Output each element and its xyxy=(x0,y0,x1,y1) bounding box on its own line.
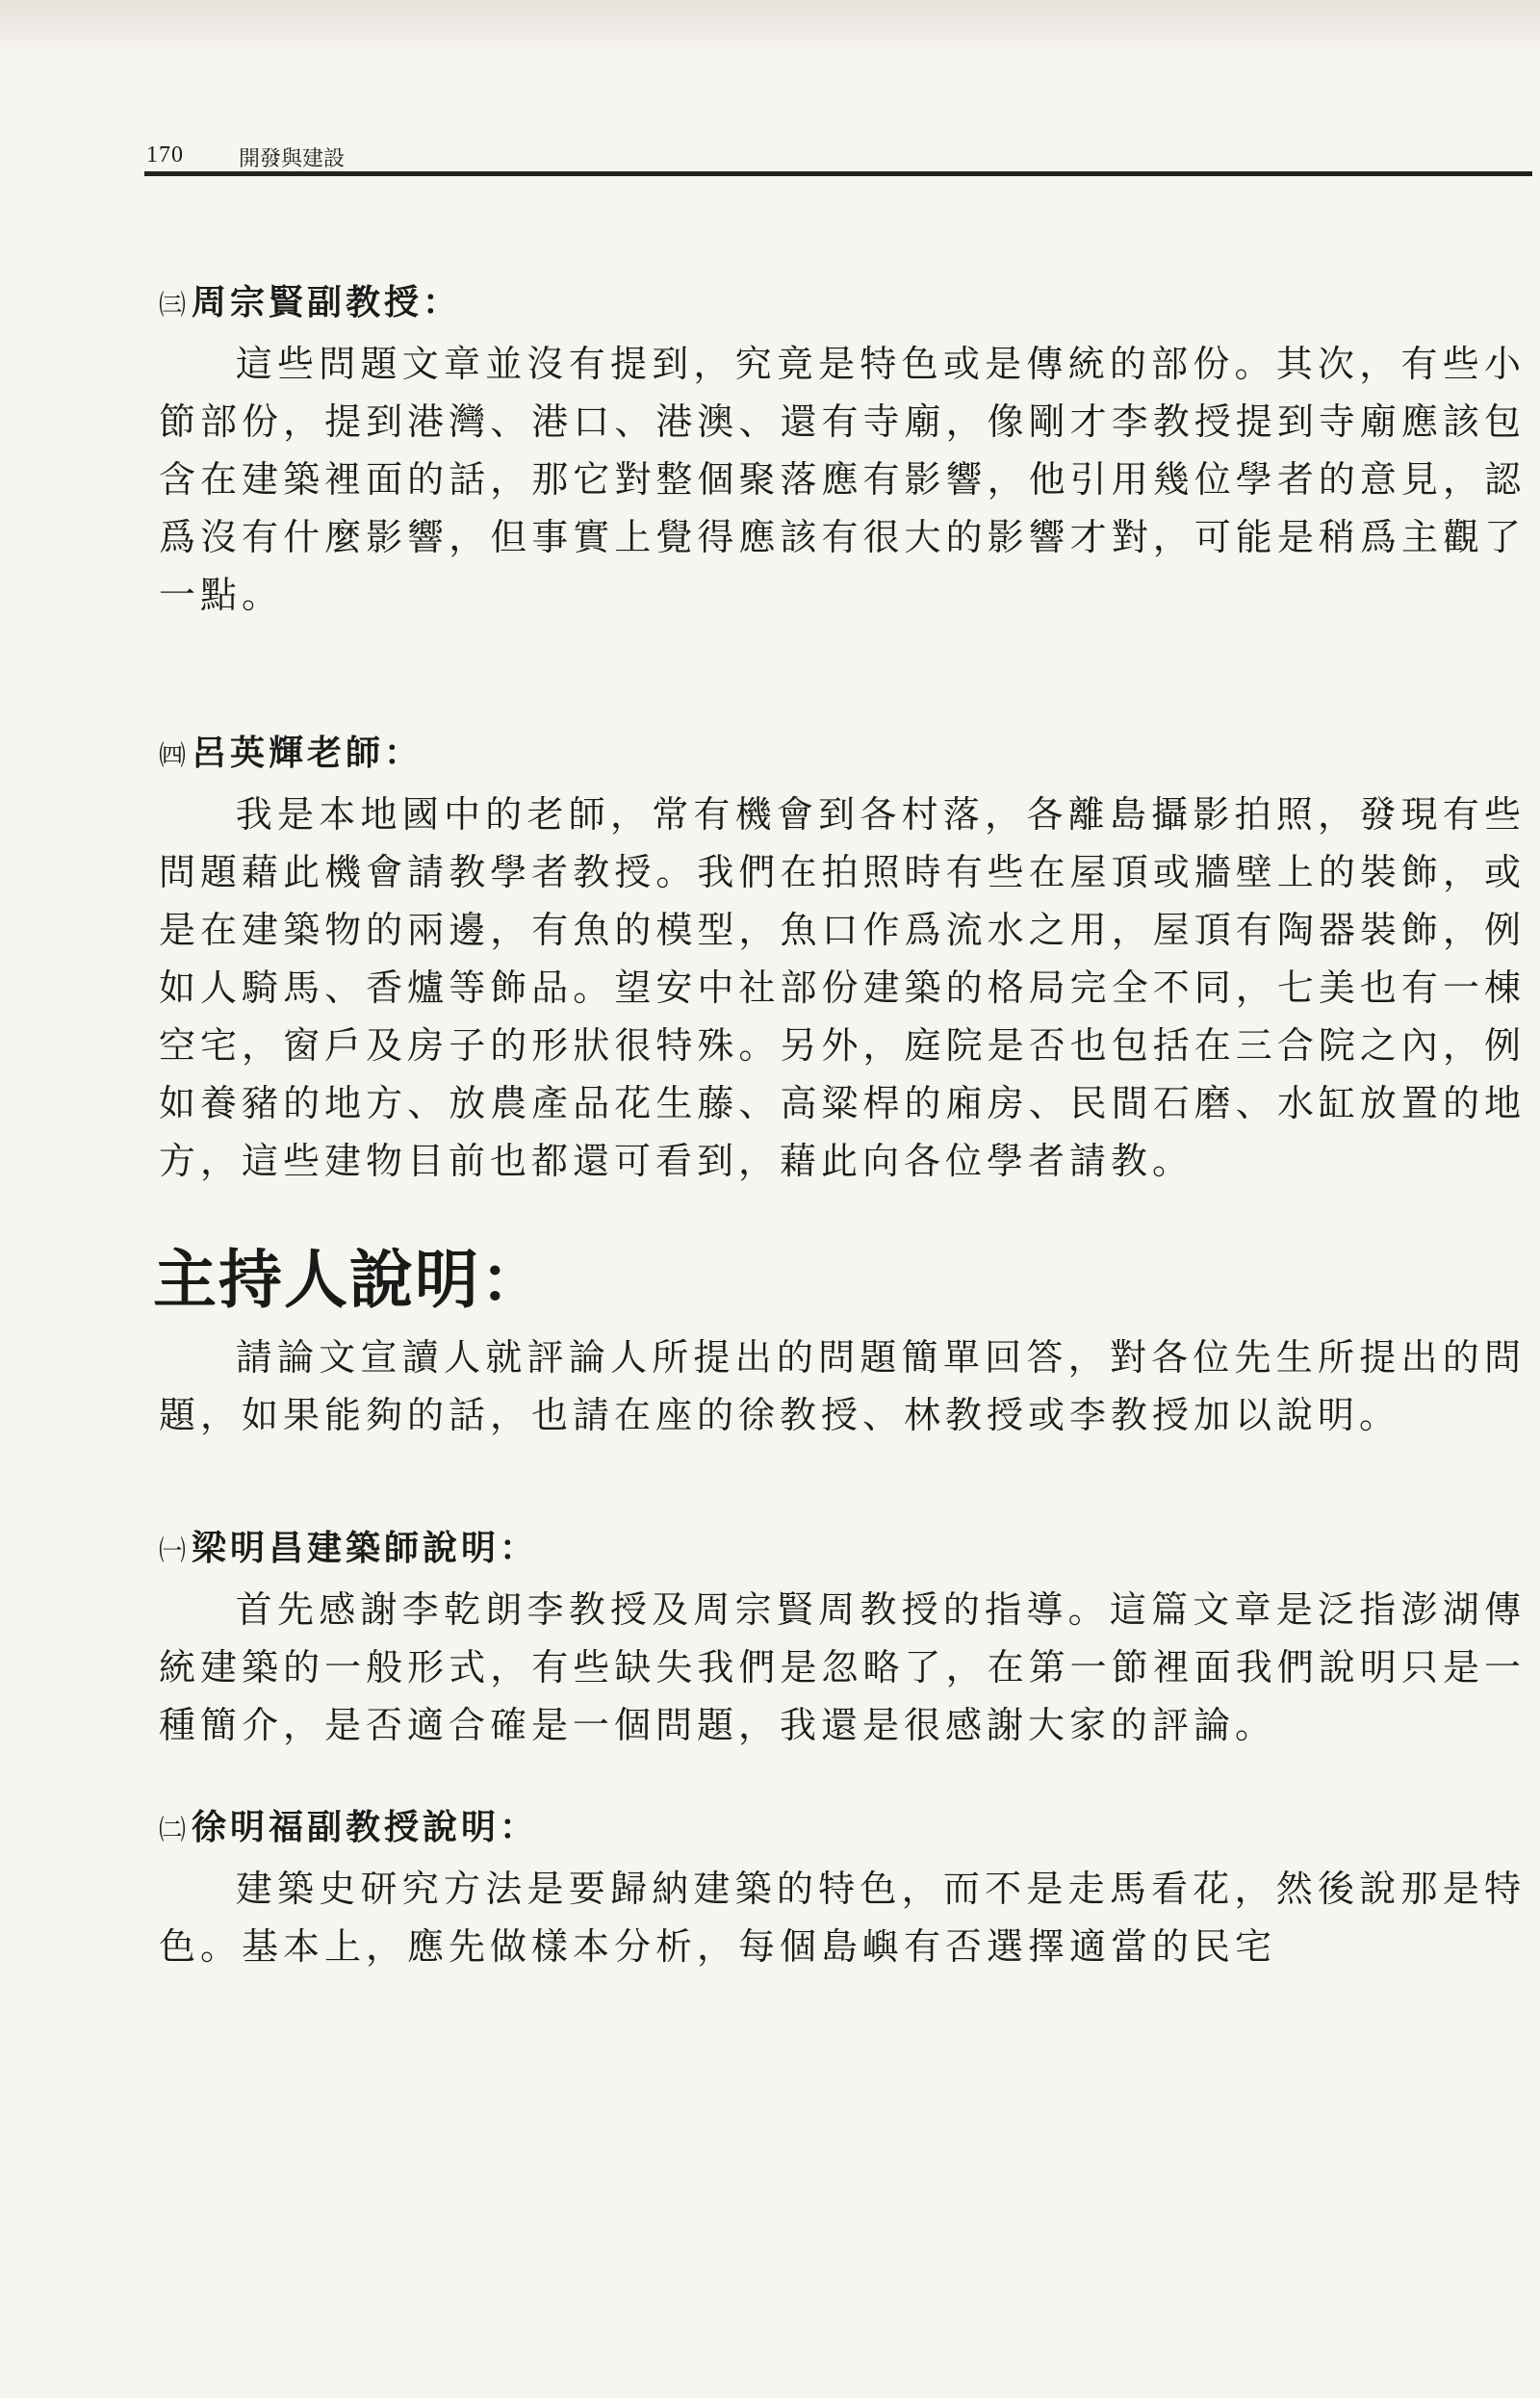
subhead-title: 徐明福副教授說明： xyxy=(192,1808,539,1847)
item-marker: ㈠ xyxy=(159,1534,187,1566)
page-edge-shadow xyxy=(0,0,1540,58)
paragraph-liang: 首先感謝李乾朗李教授及周宗賢周教授的指導。這篇文章是泛指澎湖傳統建築的一般形式，有些缺失我們是忽略了，在第一節裡面我們說明只是一種簡介，是否適合確是一個問題，我還是很感謝大家的評論。 xyxy=(159,1588,1526,1746)
item-marker: ㈡ xyxy=(159,1814,187,1845)
subhead-lu xyxy=(159,730,1526,780)
item-marker: ㈢ xyxy=(159,289,187,321)
paragraph-chou: 這些問題文章並沒有提到，究竟是特色或是傳統的部份。其次，有些小節部份，提到港灣、港口、港澳、還有寺廟，像剛才李教授提到寺廟應該包含在建築裡面的話，那它對整個聚落應有影響，他引用幾位學者的意見，認爲沒有什麼影響，但事實上覺得應該有很大的影響才對，可能是稍爲主觀了一點。 xyxy=(159,343,1526,616)
subhead-chou xyxy=(159,279,1526,329)
page-body xyxy=(153,279,1526,1975)
paragraph-host: 請論文宣讀人就評論人所提出的問題簡單回答，對各位先生所提出的問題，如果能夠的話，也請在座的徐教授、林教授或李教授加以說明。 xyxy=(159,1336,1526,1436)
section-heading-host: 主持人說明： xyxy=(153,1243,546,1317)
subhead-title: 周宗賢副教授： xyxy=(192,283,462,322)
header-rule xyxy=(144,171,1532,176)
paragraph-hsu: 建築史研究方法是要歸納建築的特色，而不是走馬看花，然後說那是特色。基本上，應先做樣本分析，每個島嶼有否選擇適當的民宅 xyxy=(159,1868,1526,1968)
paragraph-lu: 我是本地國中的老師，常有機會到各村落，各離島攝影拍照，發現有些問題藉此機會請教學者教授。我們在拍照時有些在屋頂或牆壁上的裝飾，或是在建築物的兩邊，有魚的模型，魚口作爲流水之用，屋頂有陶器裝飾，例如人騎馬、香爐等飾品。望安中社部份建築的格局完全不同，七美也有一棟空宅，窗戶及房子的形狀很特殊。另外，庭院是否也包括在三合院之內，例如養豬的地方、放農產品花生藤、高粱桿的廂房、民間石磨、水缸放置的地方，這些建物目前也都還可看到，藉此向各位學者請教。 xyxy=(159,793,1526,1182)
book-title: 開發與建設 xyxy=(239,147,346,171)
subhead-title: 呂英輝老師： xyxy=(192,734,424,773)
subhead-hsu xyxy=(159,1804,1526,1854)
item-marker: ㈣ xyxy=(159,739,187,771)
page-number: 170 xyxy=(146,142,184,168)
subhead-title: 梁明昌建築師說明： xyxy=(192,1529,539,1568)
subhead-liang xyxy=(159,1525,1526,1575)
